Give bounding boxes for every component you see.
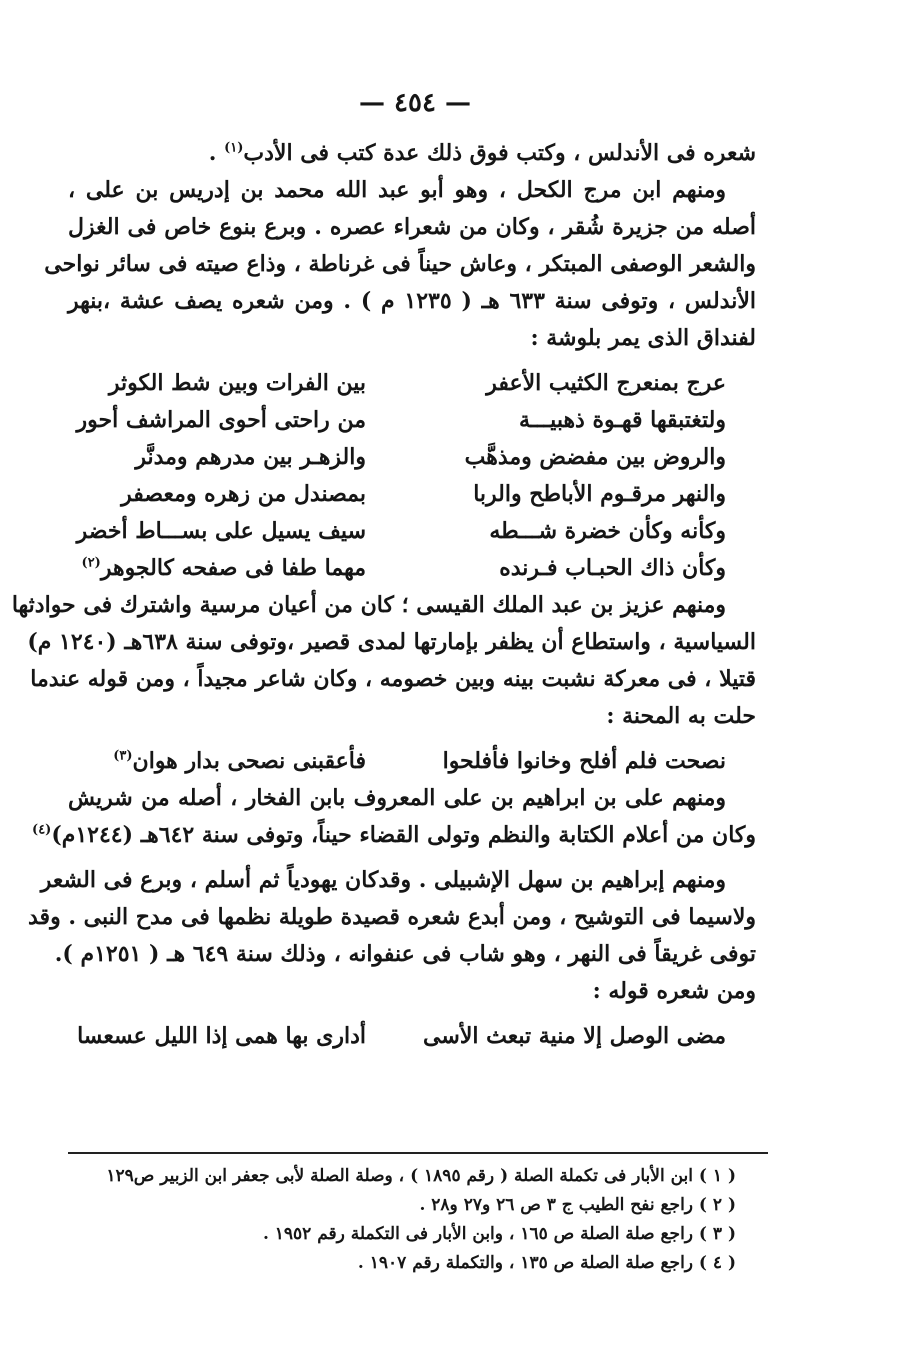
text-line-content: وكان من أعلام الكتابة والنظم وتولى القضاء حيناً، وتوفى سنة ٦٤٢هـ (١٢٤٤م) bbox=[51, 822, 756, 848]
footnote: ( ٤ ) راجع صلة الصلة ص ١٣٥ ، والتكملة رقم ١٩٠٧ . bbox=[357, 1253, 736, 1273]
verse-second-hemistich: من راحتى أحوى المراشف أحور bbox=[76, 407, 366, 433]
verse-text: فأعقبنى نصحى بدار هوان bbox=[132, 748, 366, 774]
main-text bbox=[11, 135, 757, 1055]
footnotes bbox=[68, 1162, 756, 1278]
text-line: السياسية ، واستطاع أن يظفر بإمارتها لمدى قصير ،وتوفى سنة ٦٣٨هـ (١٢٤٠ م) bbox=[27, 629, 756, 655]
footnote: ( ٢ ) راجع نفح الطيب ج ٣ ص ٢٦ و٢٧ و٢٨ . bbox=[419, 1195, 736, 1215]
text-line: ومنهم عزيز بن عبد الملك القيسى ؛ كان من أعيان مرسية واشترك فى حوادثها bbox=[11, 592, 726, 618]
verse-first-hemistich: والنهر مرقـوم الأباطح والربا bbox=[473, 481, 726, 507]
poem-verse bbox=[68, 402, 756, 439]
text-line: ومنهم إبراهيم بن سهل الإشبيلى . وقدكان يهودياً ثم أسلم ، وبرع فى الشعر bbox=[40, 867, 726, 893]
verse-first-hemistich: وكأنه وكأن خضرة شـــطه bbox=[489, 518, 726, 544]
poem-verse bbox=[68, 743, 756, 780]
footnote-marker: (٢) bbox=[81, 555, 101, 571]
poem bbox=[68, 365, 756, 587]
text-line: والشعر الوصفى المبتكر ، وعاش حيناً فى غرناطة ، وذاع صيته فى سائر نواحى bbox=[44, 251, 756, 277]
text-line: أصله من جزيرة شُقر ، وكان من شعراء عصره . وبرع بنوع خاص فى الغزل bbox=[68, 214, 756, 240]
verse-second-hemistich: بمصندل من زهره ومعصفر bbox=[121, 481, 366, 507]
verse-first-hemistich: مضى الوصل إلا منية تبعث الأسى bbox=[423, 1023, 726, 1049]
verse-second-hemistich bbox=[68, 743, 396, 780]
verse-first-hemistich: والروض بين مفضض ومذهَّب bbox=[464, 444, 726, 470]
footnote: ( ١ ) ابن الأبار فى تكملة الصلة ( رقم ١٨٩٥ ) ، وصلة الصلة لأبى جعفر ابن الزبير ص١٢٩ bbox=[106, 1166, 736, 1186]
text-line: ومن شعره قوله : bbox=[592, 978, 756, 1004]
verse-second-hemistich: بين الفرات وبين شط الكوثر bbox=[108, 370, 366, 396]
text-line bbox=[68, 135, 756, 172]
text-line: ولاسيما فى التوشيح ، ومن أبدع شعره قصيدة طويلة نظمها فى مدح النبى . وقد bbox=[28, 904, 756, 930]
text-line: الأندلس ، وتوفى سنة ٦٣٣ هـ ( ١٢٣٥ م ) . ومن شعره يصف عشة ،بنهر bbox=[68, 288, 757, 314]
verse-second-hemistich: أدارى بها همى إذا الليل عسعسا bbox=[77, 1023, 366, 1049]
text-line: قتيلا ، فى معركة نشبت بينه وبين خصومه ، وكان شاعر مجيداً ، ومن قوله عندما bbox=[30, 666, 756, 692]
text-line: ومنهم على بن ابراهيم بن على المعروف بابن الفخار ، أصله من شريش bbox=[68, 785, 726, 811]
verse-first-hemistich: نصحت فلم أفلح وخانوا فأفلحوا bbox=[442, 748, 726, 774]
poem-verse bbox=[68, 365, 756, 402]
page-number: — ٤٥٤ — bbox=[358, 88, 472, 118]
text-line-content: شعره فى الأندلس ، وكتب فوق ذلك عدة كتب فى الأدب bbox=[243, 140, 756, 166]
poem-verse bbox=[68, 439, 756, 476]
verse-first-hemistich: ولتغتبقها قهـوة ذهبيـــة bbox=[519, 407, 726, 433]
footnote-marker: (٣) bbox=[113, 748, 133, 764]
text-line: توفى غريقاً فى النهر ، وهو شاب فى عنفوانه ، وذلك سنة ٦٤٩ هـ ( ١٢٥١م ). bbox=[54, 941, 756, 967]
footnote-marker: (٤) bbox=[32, 822, 52, 838]
verse-first-hemistich: عرج بمنعرج الكثيب الأعفر bbox=[486, 370, 726, 396]
text-line: حلت به المحنة : bbox=[606, 703, 756, 729]
verse-first-hemistich: وكأن ذاك الحبـاب فـرنده bbox=[499, 555, 726, 581]
text-line: ومنهم ابن مرج الكحل ، وهو أبو عبد الله محمد بن إدريس بن على ، bbox=[68, 177, 726, 203]
text-line-end: . bbox=[208, 140, 225, 166]
verse-second-hemistich: والزهـر بين مدرهم ومدنَّر bbox=[135, 444, 366, 470]
poem-verse bbox=[68, 1018, 756, 1055]
verse-text: مهما طفا فى صفحه كالجوهر bbox=[100, 555, 366, 581]
poem-verse bbox=[68, 513, 756, 550]
footnote: ( ٣ ) راجع صلة الصلة ص ١٦٥ ، وابن الأبار فى التكملة رقم ١٩٥٢ . bbox=[262, 1224, 736, 1244]
text-line bbox=[32, 817, 756, 854]
verse-second-hemistich bbox=[68, 550, 426, 587]
footnote-marker: (١) bbox=[224, 140, 244, 156]
footnote-divider bbox=[68, 1152, 768, 1154]
poem-verse bbox=[68, 550, 756, 587]
poem-verse bbox=[68, 476, 756, 513]
text-line: لفنداق الذى يمر بلوشة : bbox=[530, 325, 756, 351]
verse-second-hemistich: سيف يسيل على بســـاط أخضر bbox=[76, 518, 366, 544]
